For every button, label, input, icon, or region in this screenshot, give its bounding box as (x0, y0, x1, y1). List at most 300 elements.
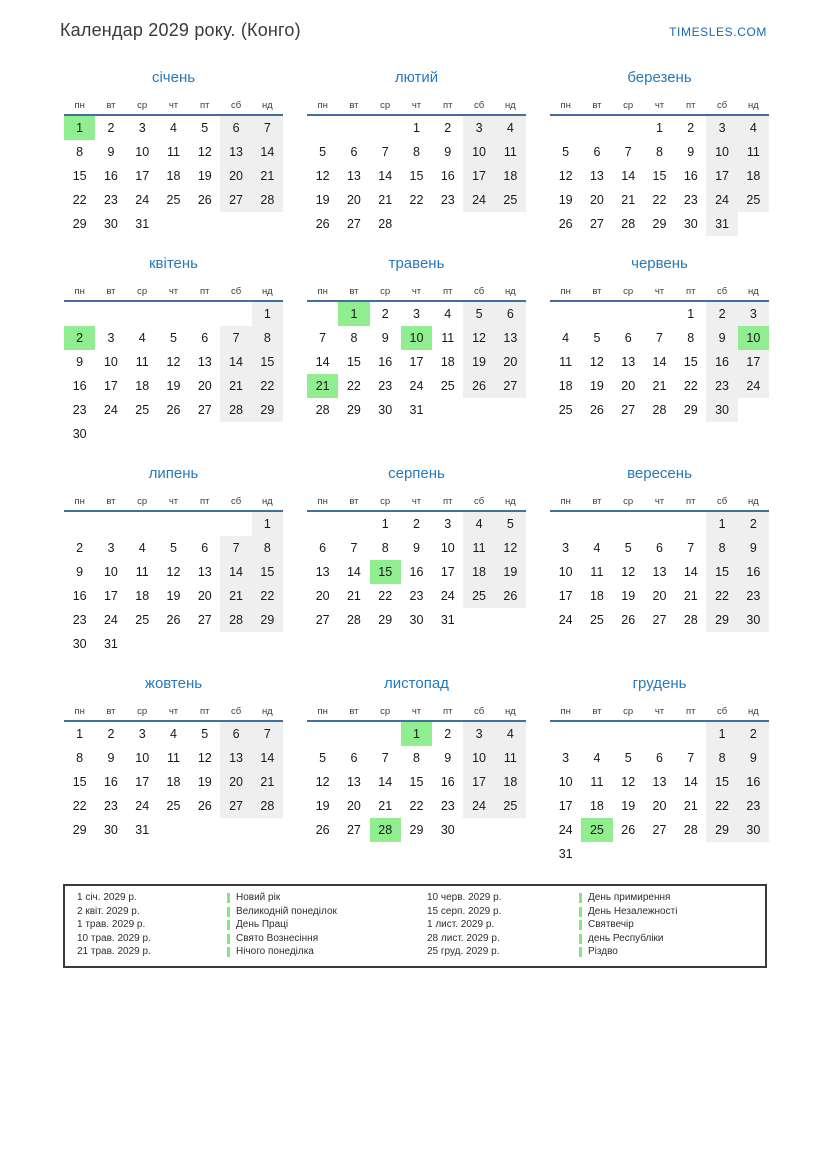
day-cell: 10 (440, 541, 455, 555)
day-cell: 20 (220, 164, 251, 188)
day-cell: 28 (370, 818, 401, 842)
day-cell: 23 (440, 193, 455, 207)
holiday-marker (227, 907, 230, 917)
day-cell: 27 (220, 794, 251, 818)
legend-holiday-name: Новий рік (236, 892, 281, 903)
day-cell: 2 (107, 121, 115, 135)
day-cell: 27 (346, 823, 361, 837)
day-cell: 25 (738, 188, 769, 212)
day-cell: 30 (378, 403, 393, 417)
day-cell: 17 (103, 589, 118, 603)
month-table (307, 489, 526, 632)
empty-cell (581, 301, 612, 326)
day-cell: 29 (683, 403, 698, 417)
legend-date: 2 квіт. 2029 р. (77, 905, 140, 917)
day-cell: 20 (346, 799, 361, 813)
day-cell: 2 (687, 121, 695, 135)
day-cell: 5 (593, 331, 601, 345)
weekday-header: чт (158, 699, 189, 721)
empty-cell (495, 818, 526, 842)
empty-cell (252, 422, 283, 446)
day-cell: 23 (706, 374, 737, 398)
day-cell: 25 (166, 799, 181, 813)
day-cell: 25 (440, 379, 455, 393)
empty-cell (613, 721, 644, 746)
weekday-header: чт (401, 279, 432, 301)
weekday-header: сб (463, 489, 494, 511)
day-cell: 17 (463, 770, 494, 794)
legend-date: 1 трав. 2029 р. (77, 919, 146, 930)
day-cell: 10 (706, 140, 737, 164)
weekday-header: пн (550, 93, 581, 115)
day-cell: 18 (135, 589, 150, 603)
day-cell: 20 (197, 589, 212, 603)
day-cell: 29 (706, 818, 737, 842)
empty-cell (675, 511, 706, 536)
day-cell: 26 (197, 193, 212, 207)
day-cell: 8 (706, 746, 737, 770)
day-cell: 2 (64, 326, 95, 350)
day-cell: 17 (463, 164, 494, 188)
day-cell: 3 (138, 121, 146, 135)
month-title: січень (151, 69, 196, 86)
day-cell: 22 (409, 799, 424, 813)
day-cell: 10 (463, 746, 494, 770)
month-title: квітень (148, 255, 198, 272)
legend-holiday (579, 892, 765, 905)
weekday-header: пн (307, 489, 338, 511)
day-cell: 26 (589, 403, 604, 417)
day-cell: 1 (338, 301, 369, 326)
day-cell: 16 (683, 169, 698, 183)
day-cell: 20 (589, 193, 604, 207)
day-cell: 12 (495, 536, 526, 560)
day-cell: 15 (370, 560, 401, 584)
weekday-header: ср (613, 699, 644, 721)
weekday-header: чт (401, 489, 432, 511)
day-cell: 12 (558, 169, 573, 183)
legend-holiday (579, 946, 765, 959)
day-cell: 16 (409, 565, 424, 579)
day-cell: 1 (381, 517, 389, 531)
day-cell: 31 (558, 847, 573, 861)
empty-cell (644, 301, 675, 326)
day-cell: 3 (107, 331, 115, 345)
weekday-header: ср (127, 699, 158, 721)
empty-cell (189, 632, 220, 656)
day-cell: 27 (197, 403, 212, 417)
empty-cell (613, 511, 644, 536)
day-cell: 16 (103, 169, 118, 183)
empty-cell (550, 115, 581, 140)
legend-date: 28 лист. 2029 р. (427, 932, 500, 944)
legend-holiday (227, 892, 427, 905)
day-cell: 6 (220, 721, 251, 746)
page-header (0, 0, 827, 41)
weekday-header: вт (95, 93, 126, 115)
legend-holiday-name: Різдво (588, 946, 618, 957)
legend-holiday-name: Нічого понеділка (236, 946, 314, 957)
months-grid (64, 69, 770, 866)
weekday-header: пт (189, 699, 220, 721)
day-cell: 22 (706, 794, 737, 818)
day-cell: 17 (135, 775, 150, 789)
day-cell: 14 (220, 560, 251, 584)
day-cell: 21 (621, 193, 636, 207)
weekday-header: пн (550, 279, 581, 301)
day-cell: 28 (683, 823, 698, 837)
day-cell: 19 (621, 799, 636, 813)
weekday-header: нд (252, 279, 283, 301)
day-cell: 14 (252, 746, 283, 770)
weekday-header: ср (370, 279, 401, 301)
day-cell: 21 (307, 374, 338, 398)
day-cell: 13 (197, 355, 212, 369)
day-cell: 24 (706, 188, 737, 212)
empty-cell (189, 212, 220, 236)
day-cell: 16 (738, 560, 769, 584)
month-title: грудень (632, 675, 687, 692)
day-cell: 11 (495, 746, 526, 770)
weekday-header: пн (64, 93, 95, 115)
day-cell: 5 (463, 301, 494, 326)
day-cell: 10 (738, 326, 769, 350)
weekday-header: нд (495, 699, 526, 721)
weekday-header: пт (432, 279, 463, 301)
day-cell: 2 (706, 301, 737, 326)
empty-cell (127, 632, 158, 656)
legend-holiday-name: день Республіки (588, 932, 664, 944)
day-cell: 18 (135, 379, 150, 393)
day-cell: 23 (440, 799, 455, 813)
day-cell: 31 (706, 212, 737, 236)
weekday-header: ср (127, 93, 158, 115)
day-cell: 19 (197, 169, 212, 183)
empty-cell (158, 632, 189, 656)
day-cell: 29 (252, 608, 283, 632)
empty-cell (738, 398, 769, 422)
weekday-header: сб (706, 489, 737, 511)
legend-holiday (579, 933, 765, 946)
day-cell: 17 (558, 589, 573, 603)
day-cell: 10 (463, 140, 494, 164)
day-cell: 5 (562, 145, 570, 159)
day-cell: 22 (252, 584, 283, 608)
weekday-header: сб (220, 279, 251, 301)
day-cell: 4 (463, 511, 494, 536)
day-cell: 16 (72, 379, 87, 393)
weekday-header: пн (307, 699, 338, 721)
holiday-marker (579, 893, 582, 903)
day-cell: 1 (76, 727, 84, 741)
day-cell: 6 (319, 541, 327, 555)
legend-date: 10 трав. 2029 р. (77, 932, 151, 944)
day-cell: 12 (166, 565, 181, 579)
day-cell: 8 (706, 536, 737, 560)
empty-cell (581, 511, 612, 536)
day-cell: 16 (440, 775, 455, 789)
day-cell: 6 (201, 331, 209, 345)
weekday-header: ср (613, 93, 644, 115)
day-cell: 21 (220, 584, 251, 608)
holiday-marker (227, 893, 230, 903)
day-cell: 22 (706, 584, 737, 608)
day-cell: 5 (495, 511, 526, 536)
empty-cell (220, 422, 251, 446)
day-cell: 24 (440, 589, 455, 603)
empty-cell (95, 301, 126, 326)
day-cell: 25 (135, 613, 150, 627)
day-cell: 17 (135, 169, 150, 183)
day-cell: 24 (558, 823, 573, 837)
day-cell: 26 (166, 403, 181, 417)
day-cell: 11 (590, 565, 604, 579)
weekday-header: нд (738, 279, 769, 301)
empty-cell (307, 511, 338, 536)
weekday-header: чт (644, 279, 675, 301)
day-cell: 13 (220, 746, 251, 770)
day-cell: 31 (103, 637, 118, 651)
day-cell: 18 (495, 770, 526, 794)
day-cell: 2 (444, 727, 452, 741)
day-cell: 27 (652, 613, 667, 627)
day-cell: 4 (562, 331, 570, 345)
empty-cell (127, 511, 158, 536)
day-cell: 3 (138, 727, 146, 741)
weekday-header: пт (675, 279, 706, 301)
day-cell: 8 (413, 751, 420, 765)
legend-holiday (579, 906, 765, 919)
day-cell: 11 (738, 140, 769, 164)
day-cell: 6 (624, 331, 632, 345)
day-cell: 20 (197, 379, 212, 393)
day-cell: 15 (409, 169, 424, 183)
day-cell: 15 (252, 350, 283, 374)
day-cell: 29 (378, 613, 393, 627)
day-cell: 14 (683, 565, 698, 579)
month-table (64, 489, 283, 656)
day-cell: 11 (166, 751, 180, 765)
day-cell: 14 (378, 169, 393, 183)
weekday-header: ср (370, 489, 401, 511)
empty-cell (220, 212, 251, 236)
legend-holiday (227, 946, 427, 959)
day-cell: 13 (220, 140, 251, 164)
day-cell: 30 (440, 823, 455, 837)
weekday-header: чт (401, 699, 432, 721)
day-cell: 9 (444, 145, 452, 159)
empty-cell (95, 511, 126, 536)
day-cell: 21 (252, 770, 283, 794)
day-cell: 4 (495, 115, 526, 140)
empty-cell (189, 511, 220, 536)
day-cell: 29 (252, 398, 283, 422)
day-cell: 1 (413, 121, 420, 135)
legend-box (63, 884, 767, 968)
empty-cell (675, 721, 706, 746)
day-cell: 12 (315, 775, 330, 789)
day-cell: 9 (444, 751, 452, 765)
weekday-header: пт (432, 93, 463, 115)
day-cell: 9 (738, 536, 769, 560)
empty-cell (338, 511, 369, 536)
day-cell: 30 (72, 637, 87, 651)
day-cell: 25 (581, 818, 612, 842)
day-cell: 28 (252, 794, 283, 818)
day-cell: 29 (346, 403, 361, 417)
day-cell: 8 (687, 331, 695, 345)
weekday-header: сб (706, 699, 737, 721)
day-cell: 14 (346, 565, 361, 579)
day-cell: 3 (413, 307, 420, 321)
legend-date: 21 трав. 2029 р. (77, 946, 151, 957)
day-cell: 2 (76, 541, 84, 555)
weekday-header: сб (463, 279, 494, 301)
day-cell: 21 (252, 164, 283, 188)
empty-cell (220, 301, 251, 326)
weekday-header: пн (307, 93, 338, 115)
day-cell: 19 (315, 799, 330, 813)
day-cell: 4 (138, 541, 146, 555)
empty-cell (613, 115, 644, 140)
month-title: жовтень (144, 675, 203, 692)
day-cell: 8 (413, 145, 420, 159)
day-cell: 27 (315, 613, 330, 627)
month-table (64, 699, 283, 842)
day-cell: 7 (252, 115, 283, 140)
legend-holiday-name: День Праці (236, 919, 289, 930)
weekday-header: вт (338, 699, 369, 721)
day-cell: 15 (683, 355, 698, 369)
legend-holiday (579, 919, 765, 932)
month-серпень (307, 465, 526, 656)
day-cell: 16 (440, 169, 455, 183)
day-cell: 26 (197, 799, 212, 813)
day-cell: 27 (346, 217, 361, 231)
day-cell: 10 (103, 565, 118, 579)
day-cell: 25 (495, 188, 526, 212)
empty-cell (127, 301, 158, 326)
day-cell: 6 (350, 751, 358, 765)
day-cell: 7 (656, 331, 663, 345)
weekday-header: нд (495, 489, 526, 511)
month-травень (307, 255, 526, 446)
day-cell: 22 (683, 379, 698, 393)
day-cell: 2 (444, 121, 452, 135)
day-cell: 23 (409, 589, 424, 603)
day-cell: 19 (621, 589, 636, 603)
day-cell: 15 (72, 775, 87, 789)
day-cell: 30 (72, 427, 87, 441)
day-cell: 2 (413, 517, 420, 531)
day-cell: 6 (350, 145, 358, 159)
site-link[interactable]: TIMESLES.COM (669, 25, 767, 39)
day-cell: 22 (409, 193, 424, 207)
weekday-header: чт (401, 93, 432, 115)
day-cell: 5 (319, 145, 327, 159)
day-cell: 19 (589, 379, 604, 393)
day-cell: 13 (197, 565, 212, 579)
day-cell: 19 (558, 193, 573, 207)
day-cell: 21 (346, 589, 361, 603)
month-квітень (64, 255, 283, 446)
month-table (550, 279, 769, 422)
day-cell: 25 (166, 193, 181, 207)
weekday-header: вт (338, 489, 369, 511)
day-cell: 20 (652, 589, 667, 603)
weekday-header: ср (127, 489, 158, 511)
empty-cell (220, 818, 251, 842)
weekday-header: сб (220, 489, 251, 511)
day-cell: 3 (463, 721, 494, 746)
day-cell: 24 (409, 379, 424, 393)
day-cell: 1 (656, 121, 663, 135)
empty-cell (738, 842, 769, 866)
weekday-header: сб (220, 699, 251, 721)
day-cell: 16 (103, 775, 118, 789)
day-cell: 1 (706, 721, 737, 746)
weekday-header: вт (581, 489, 612, 511)
empty-cell (64, 301, 95, 326)
day-cell: 21 (378, 193, 393, 207)
empty-cell (158, 301, 189, 326)
weekday-header: вт (581, 93, 612, 115)
empty-cell (550, 511, 581, 536)
day-cell: 30 (738, 818, 769, 842)
day-cell: 17 (409, 355, 424, 369)
day-cell: 19 (463, 350, 494, 374)
day-cell: 17 (440, 565, 455, 579)
day-cell: 21 (220, 374, 251, 398)
month-січень (64, 69, 283, 236)
weekday-header: нд (252, 699, 283, 721)
day-cell: 13 (346, 169, 361, 183)
day-cell: 31 (135, 823, 150, 837)
day-cell: 19 (197, 775, 212, 789)
weekday-header: чт (644, 699, 675, 721)
empty-cell (613, 842, 644, 866)
day-cell: 31 (135, 217, 150, 231)
day-cell: 29 (652, 217, 667, 231)
day-cell: 9 (76, 355, 84, 369)
month-грудень (550, 675, 769, 866)
holiday-marker (579, 947, 582, 957)
month-листопад (307, 675, 526, 866)
day-cell: 30 (103, 217, 118, 231)
holiday-marker (579, 934, 582, 944)
day-cell: 21 (652, 379, 667, 393)
day-cell: 4 (738, 115, 769, 140)
empty-cell (432, 212, 463, 236)
day-cell: 10 (558, 565, 573, 579)
empty-cell (158, 212, 189, 236)
day-cell: 8 (252, 536, 283, 560)
day-cell: 11 (135, 355, 149, 369)
weekday-header: пн (307, 279, 338, 301)
day-cell: 6 (656, 751, 663, 765)
month-table (550, 699, 769, 866)
day-cell: 13 (315, 565, 330, 579)
weekday-header: нд (738, 93, 769, 115)
month-title: лютий (394, 69, 439, 86)
day-cell: 12 (621, 565, 636, 579)
day-cell: 23 (103, 799, 118, 813)
day-cell: 25 (135, 403, 150, 417)
weekday-header: пт (189, 279, 220, 301)
day-cell: 27 (495, 374, 526, 398)
day-cell: 22 (378, 589, 393, 603)
month-title: вересень (627, 465, 692, 482)
